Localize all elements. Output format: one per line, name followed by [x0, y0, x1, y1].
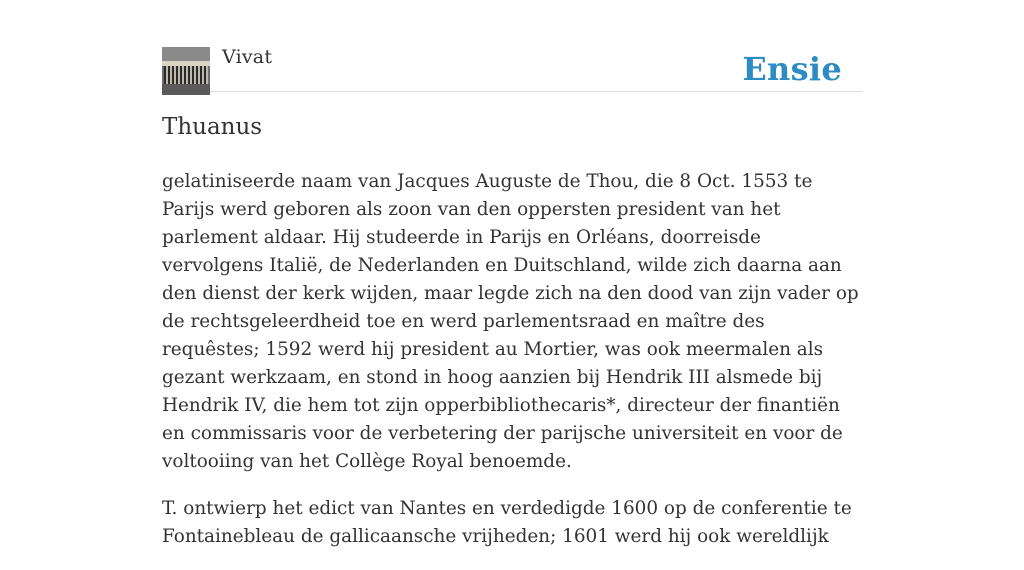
- paragraph: gelatiniseerde naam van Jacques Auguste de Thou, die 8 Oct. 1553 te Parijs werd geboren als zoon van den oppersten president van het parlement aldaar. Hij studeerde in Parijs en Orléans, doorreisde vervolgens Italië, de Nederlanden en Duitschland, wilde zich daarna aan den dienst der kerk wijden, maar legde zich na den dood van zijn vader op de rechtsgeleerdheid toe en werd parlementsraad en maître des requêstes; 1592 werd hij president au Mortier, was ook meermalen als gezant werkzaam, en stond in hoog aanzien bij Hendrik III alsmede bij Hendrik IV, die hem tot zijn opperbibliothecaris*, directeur der finantiën en commissaris voor de verbetering der parijsche universiteit en voor de voltooiing van het Collège Royal benoemde.: [162, 171, 859, 472]
- page-title: Thuanus: [162, 114, 263, 140]
- header: [162, 0, 862, 92]
- bookshelf-avatar-icon: [162, 47, 210, 95]
- page-container: [162, 0, 862, 547]
- article-body: [162, 168, 862, 570]
- brand-logo[interactable]: Ensie: [742, 50, 842, 88]
- avatar[interactable]: [162, 47, 210, 95]
- paragraph: T. ontwierp het edict van Nantes en verdedigde 1600 op de conferentie te Fontainebleau de gallicaansche vrijheden; 1601 werd hij ook wereldlijk: [162, 498, 852, 547]
- author-name[interactable]: Vivat: [222, 46, 273, 68]
